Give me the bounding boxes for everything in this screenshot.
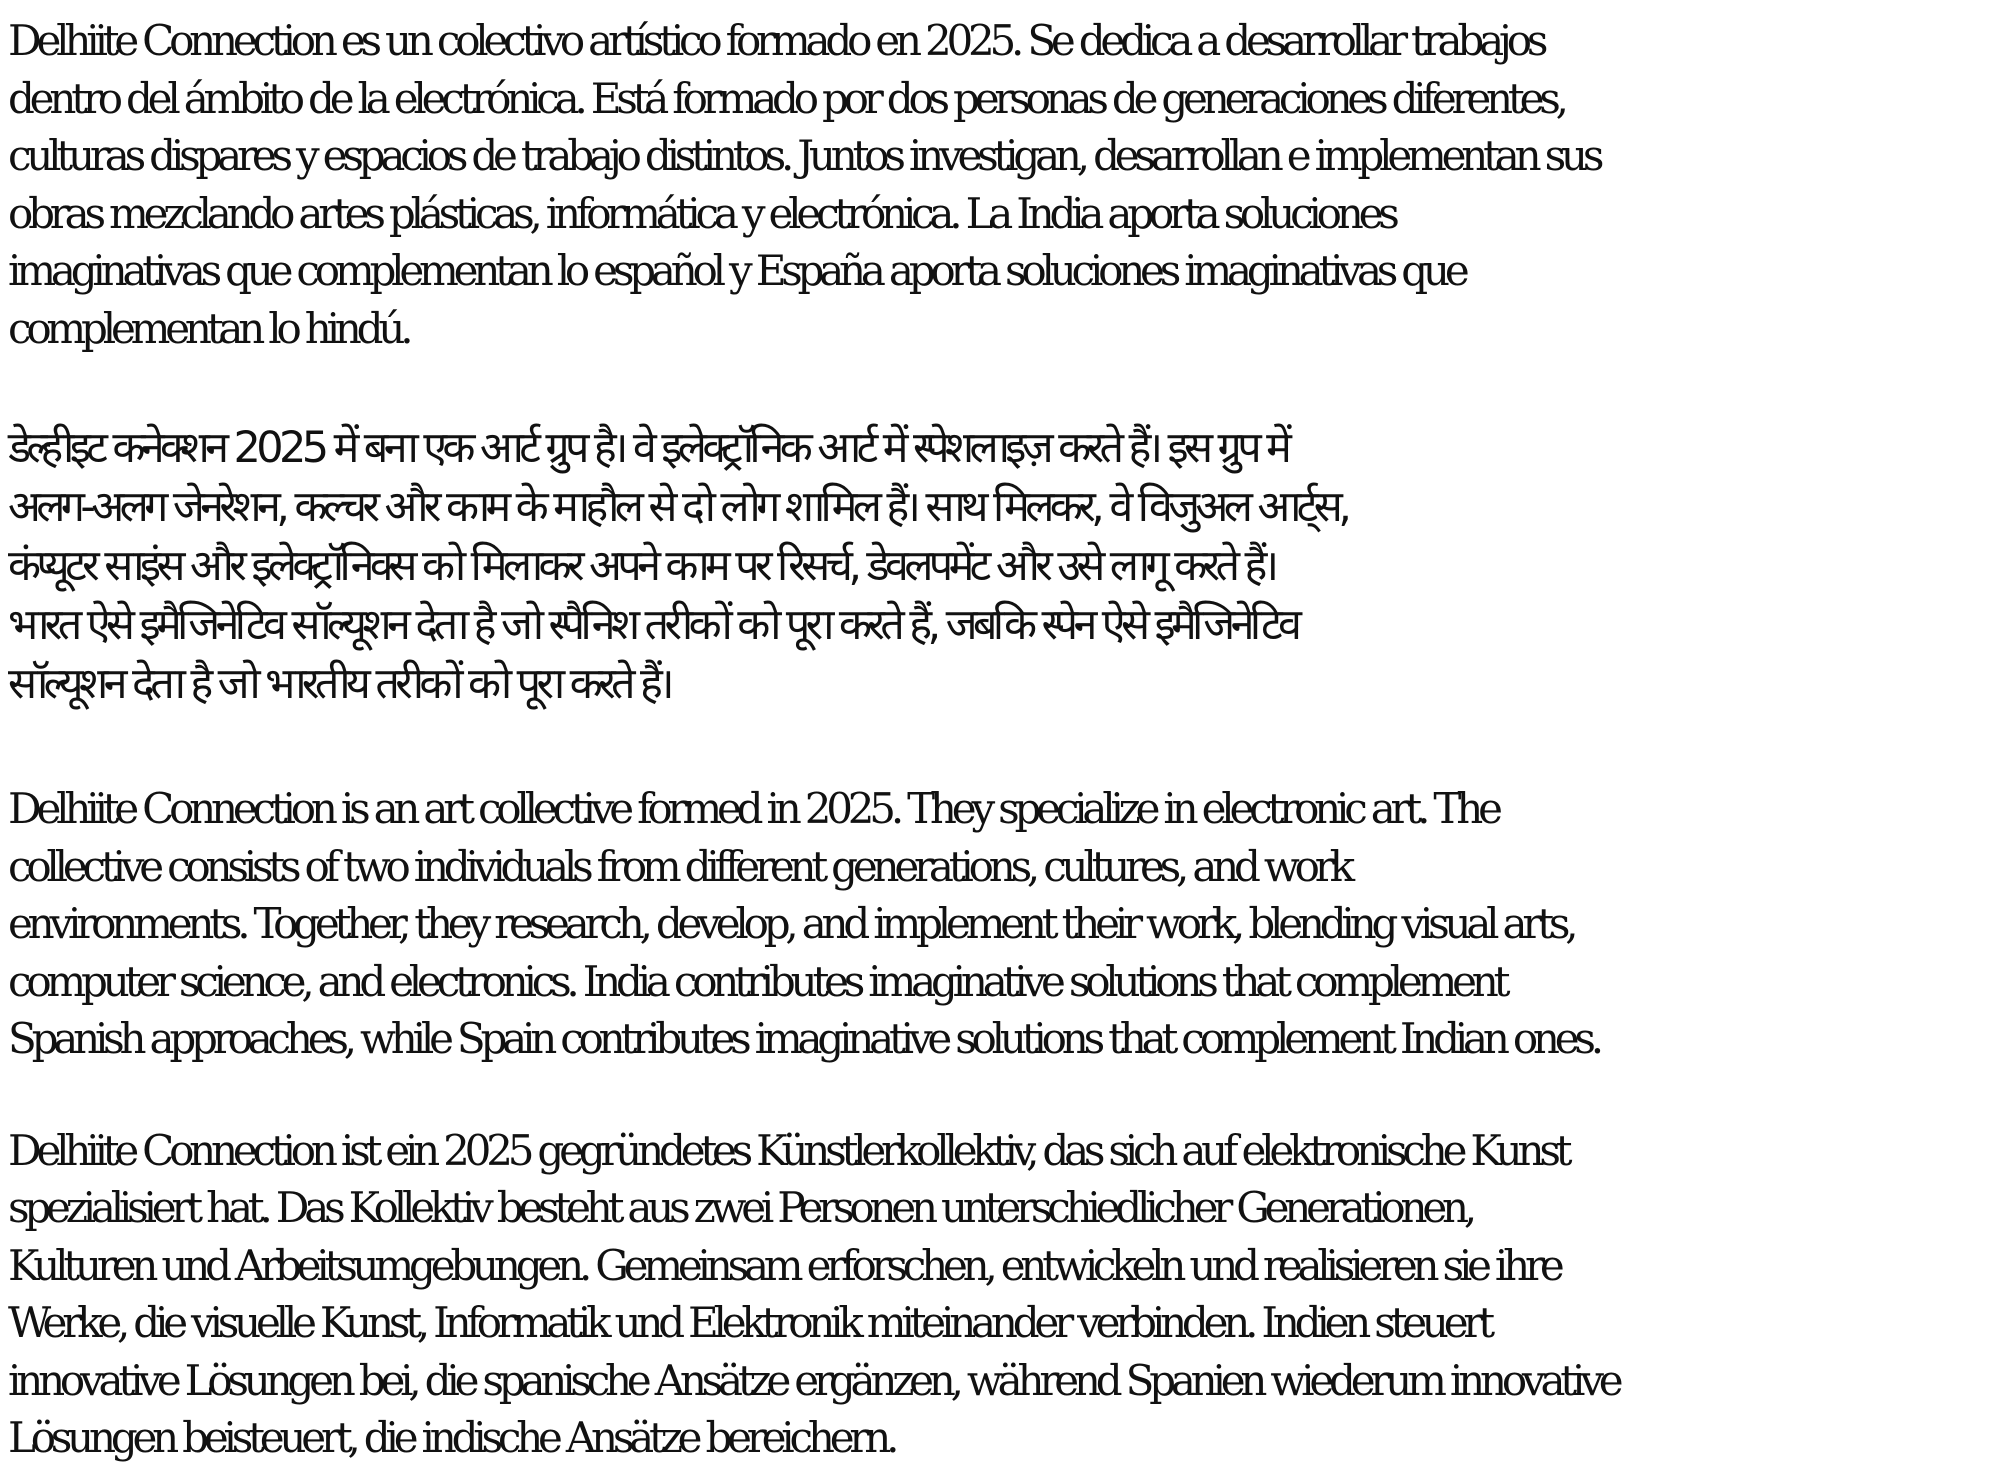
text-line: Spanish approaches, while Spain contributes imaginative solutions that complement Indian ones. xyxy=(8,1014,1599,1063)
text-line: अलग-अलग जेनरेशन, कल्चर और काम के माहौल से दो लोग शामिल हैं। साथ मिलकर, वे विजुअल आर्ट्स, xyxy=(8,482,1348,532)
text-line: भारत ऐसे इमैजिनेटिव सॉल्यूशन देता है जो स्पैनिश तरीकों को पूरा करते हैं, जबकि स्पेन ऐसे इमैजिनेटिव xyxy=(8,600,1298,650)
document-body xyxy=(8,12,1996,1467)
paragraph-english xyxy=(8,780,1996,1068)
text-line: Werke, die visuelle Kunst, Informatik und Elektronik miteinander verbinden. Indien steuert xyxy=(8,1298,1490,1347)
text-line: spezialisiert hat. Das Kollektiv besteht aus zwei Personen unterschiedlicher Generationen, xyxy=(8,1183,1473,1232)
text-line: Delhiite Connection ist ein 2025 gegründetes Künstlerkollektiv, das sich auf elektronische Kunst xyxy=(8,1125,1568,1175)
text-line: collective consists of two individuals from different generations, cultures, and work xyxy=(8,841,1350,891)
text-line: Kulturen und Arbeitsumgebungen. Gemeinsam erforschen, entwickeln und realisieren sie ihre xyxy=(8,1240,1560,1290)
text-line: innovative Lösungen bei, die spanische Ansätze ergänzen, während Spanien wiederum innovative xyxy=(8,1355,1619,1405)
paragraph-spacer xyxy=(8,1068,1996,1122)
text-line: dentro del ámbito de la electrónica. Está formado por dos personas de generaciones diferentes, xyxy=(8,73,1564,123)
text-line: imaginativas que complementan lo español y España aporta soluciones imaginativas que xyxy=(8,246,1465,295)
text-line: culturas dispares y espacios de trabajo distintos. Juntos investigan, desarrollan e implementan sus xyxy=(8,131,1600,180)
paragraph-german xyxy=(8,1122,1996,1467)
text-line: Lösungen beisteuert, die indische Ansätze bereichern. xyxy=(8,1413,895,1462)
text-line: Delhiite Connection is an art collective formed in 2025. They specialize in electronic art. The xyxy=(8,784,1498,833)
text-line: डेल्हीइट कनेक्शन 2025 में बना एक आर्ट ग्रुप है। वे इलेक्ट्रॉनिक आर्ट में स्पेशलाइज़ करते हैं। इस ग्रुप में xyxy=(8,423,1288,473)
text-line: complementan lo hindú. xyxy=(8,303,409,353)
paragraph-spanish xyxy=(8,12,1996,357)
text-line: सॉल्यूशन देता है जो भारतीय तरीकों को पूरा करते हैं। xyxy=(8,659,670,709)
text-line: कंप्यूटर साइंस और इलेक्ट्रॉनिक्स को मिलाकर अपने काम पर रिसर्च, डेवलपमेंट और उसे लागू करते हैं। xyxy=(8,541,1275,591)
paragraph-spacer xyxy=(8,714,1996,780)
paragraph-spacer xyxy=(8,357,1996,419)
text-line: Delhiite Connection es un colectivo artístico formado en 2025. Se dedica a desarrollar trabajos xyxy=(8,16,1544,65)
text-line: environments. Together, they research, develop, and implement their work, blending visual arts, xyxy=(8,899,1574,948)
text-line: obras mezclando artes plásticas, informática y electrónica. La India aporta soluciones xyxy=(8,188,1395,238)
text-line: computer science, and electronics. India contributes imaginative solutions that complement xyxy=(8,956,1506,1006)
paragraph-hindi xyxy=(8,419,1996,714)
